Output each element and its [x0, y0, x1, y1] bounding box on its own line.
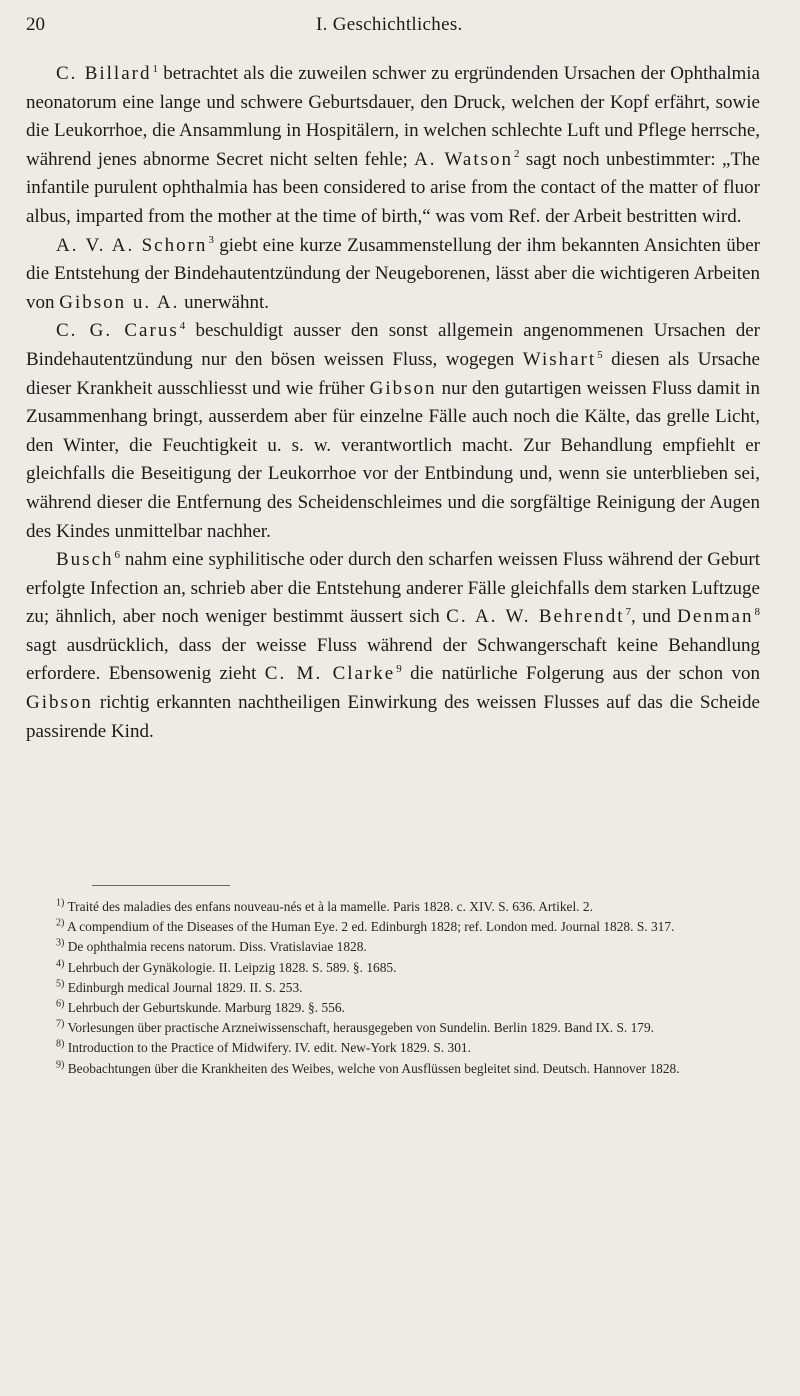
author-name: Gibson u. A.: [59, 291, 180, 313]
paragraph-text: richtig erkannten nachtheiligen Einwirkung des weissen Flusses auf das die Scheide passirende Kind.: [26, 692, 760, 742]
footnote-ref: 1: [152, 62, 158, 75]
footnote-text: Traité des maladies des enfans nouveau-nés et à la mamelle. Paris 1828. c. XIV. S. 636. Artikel. 2.: [67, 899, 593, 914]
paragraph-schorn: [26, 232, 760, 318]
author-name: A. V. A. Schorn: [56, 234, 208, 256]
paragraph-text: nur den gutartigen weissen Fluss damit in Zusammenhang bringt, ausserdem aber für einzelne Fälle auch noch die Kälte, das grelle Licht, den Winter, die Feuchtigkeit u. s. w. verantwortlich macht. Zur Behandlung empfiehlt er gleichfalls die Beseitigung der Leukorrhoe vor der Entbindung und, wenn sie unterblieben sei, während dieser die Entfernung des Scheidenschleimes und die sorgfältige Reinigung der Augen des Kindes unmittelbar nachher.: [26, 377, 760, 542]
author-name: Wishart: [522, 348, 597, 370]
footnote-text: Beobachtungen über die Krankheiten des Weibes, welche von Ausflüssen begleitet sind. Deutsch. Hannover 1828.: [67, 1060, 680, 1076]
paragraph-text: nahm eine syphilitische oder durch den scharfen weissen Fluss während der Geburt erfolgte Infection an, schrieb aber die Entstehung anderer Fälle gleichfalls dem starken Luftzuge zu; ähnlich, aber noch weniger bestimmt äussert sich: [26, 549, 760, 628]
footnote-item: [26, 1059, 760, 1079]
footnote-divider: [92, 885, 230, 886]
footnote-ref: 5: [597, 348, 603, 361]
author-name: C. G. Carus: [56, 320, 179, 342]
footnote-number: 9): [56, 1059, 65, 1071]
author-name: Busch: [56, 549, 114, 571]
page-number: 20: [26, 14, 45, 35]
author-name: A. Watson: [414, 148, 514, 170]
footnote-text: Vorlesungen über practische Arzneiwissenschaft, herausgegeben von Sundelin. Berlin 1829. Band IX. S. 179.: [67, 1020, 655, 1036]
paragraph-text: sagt noch unbestimmter: „The infantile purulent ophthalmia has been considered to arise from the contact of the matter of fluor albus, imparted from the mother at the time of birth,“ was vom Ref. der Arbeit bestritten wird.: [26, 148, 760, 227]
footnote-ref: 4: [179, 320, 186, 333]
paragraph-text: betrachtet als die zuweilen schwer zu ergründenden Ursachen der Ophthalmia neonatorum eine lange und schwere Geburtsdauer, den Druck, welchen der Kopf erfährt, sowie die Leukorrhoe, die Ansammlung in Hospitälern, in welchen schlechte Luft und Pflege herrsche, während jenes abnorme Secret nicht selten fehle;: [26, 63, 760, 170]
footnote-ref: 9: [396, 663, 402, 676]
footnote-item: [26, 937, 760, 957]
paragraph-text: unerwähnt.: [179, 291, 270, 313]
footnote-number: 5): [56, 978, 65, 990]
paragraph-text: diesen als Ursache dieser Krankheit ausschliesst und wie früher: [26, 348, 760, 399]
footnote-item: [26, 1038, 760, 1058]
paragraph-text: giebt eine kurze Zusammenstellung der ihm bekannten Ansichten über die Entstehung der Bindehautentzündung der Neugeborenen, lässt aber die wichtigeren Arbeiten von: [26, 234, 760, 313]
author-name: Denman: [677, 606, 754, 628]
footnote-text: De ophthalmia recens natorum. Diss. Vratislaviae 1828.: [67, 939, 367, 955]
footnote-text: Lehrbuch der Geburtskunde. Marburg 1829. §. 556.: [67, 1000, 345, 1016]
author-name: C. Billard: [56, 63, 152, 84]
author-name: C. M. Clarke: [264, 663, 396, 685]
paragraph-text: beschuldigt ausser den sonst allgemein angenommenen Ursachen der Bindehautentzündung nur den bösen weissen Fluss, wogegen: [26, 320, 760, 370]
paragraph-text: , und: [631, 606, 678, 628]
footnote-number: 8): [56, 1038, 65, 1050]
paragraph-busch: [26, 546, 760, 746]
footnote-item: [26, 1018, 760, 1038]
footnote-item: [26, 917, 760, 937]
footnote-item: [26, 897, 760, 917]
footnote-ref: 8: [754, 605, 760, 618]
running-title: I. Geschichtliches.: [316, 14, 463, 35]
footnotes: [26, 897, 760, 1079]
paragraph-text: sagt ausdrücklich, dass der weisse Fluss während der Schwangerschaft keine Behandlung erfordere. Ebensowenig zieht: [26, 634, 760, 685]
footnote-ref: 2: [514, 148, 520, 161]
footnote-number: 4): [56, 958, 65, 970]
footnote-number: 7): [56, 1018, 65, 1030]
footnote-item: [26, 958, 760, 978]
footnote-number: 3): [56, 937, 65, 949]
paragraph-text: die natürliche Folgerung aus der schon von: [401, 663, 760, 685]
footnote-text: Lehrbuch der Gynäkologie. II. Leipzig 1828. S. 589. §. 1685.: [67, 959, 397, 975]
footnote-number: 1): [56, 897, 65, 909]
page-header: [26, 14, 760, 42]
footnote-ref: 6: [114, 548, 120, 561]
paragraph-billard: [26, 60, 760, 232]
body-text: [26, 60, 760, 746]
footnote-text: Introduction to the Practice of Midwifery. IV. edit. New-York 1829. S. 301.: [67, 1040, 471, 1056]
footnote-ref: 3: [208, 234, 214, 247]
author-name: Gibson: [369, 377, 437, 399]
footnote-number: 6): [56, 998, 65, 1010]
footnote-ref: 7: [625, 605, 632, 618]
footnote-number: 2): [56, 917, 65, 929]
author-name: Gibson: [26, 692, 93, 714]
footnote-item: [26, 998, 760, 1018]
footnote-item: [26, 978, 760, 998]
footnote-text: Edinburgh medical Journal 1829. II. S. 253.: [67, 979, 303, 995]
author-name: C. A. W. Behrendt: [446, 606, 625, 628]
footnote-text: A compendium of the Diseases of the Human Eye. 2 ed. Edinburgh 1828; ref. London med. Journal 1828. S. 317.: [66, 919, 675, 935]
paragraph-carus: [26, 317, 760, 546]
